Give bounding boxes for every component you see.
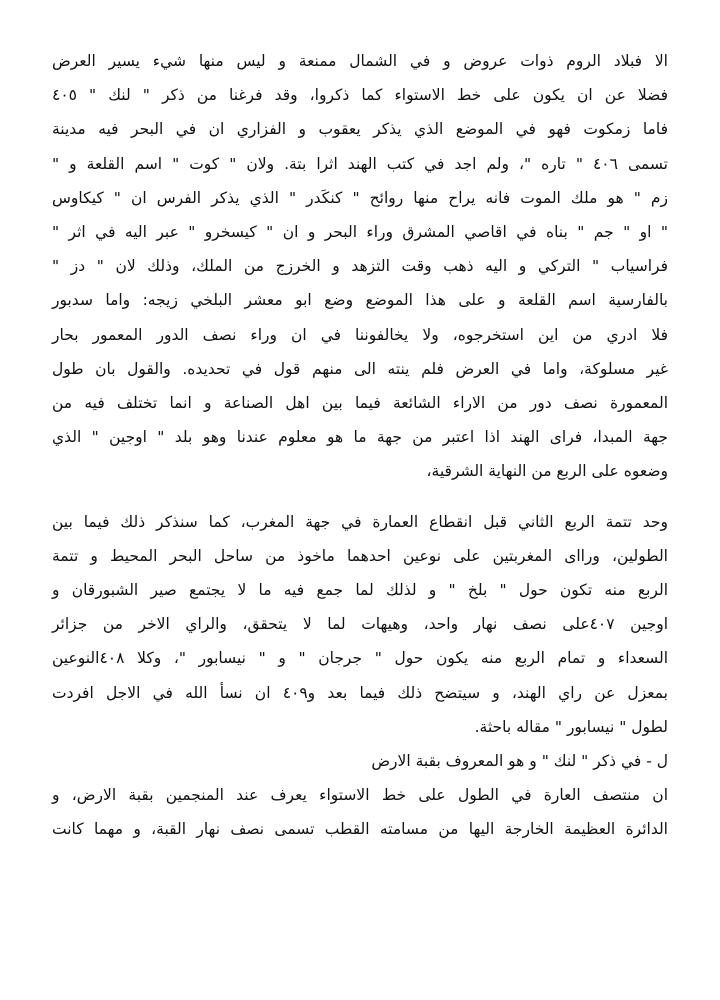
text-line: المعمورة نصف دور من الاراء الشائعة فيما بين اهل الصناعة و انما تختلف فيه من xyxy=(52,394,668,413)
text-line: فراسياب " التركي و اليه ذهب وقت التزهد و الخرزج من الملك، وذلك لان " دز " xyxy=(52,257,668,276)
text-line: فضلا عن ان يكون على خط الاستواء كما ذكروا، وقد فرغنا من ذكر " لنك " ٤٠٥ xyxy=(52,86,668,105)
text-line: الربع منه تكون حول " بلخ " و لذلك لما جمع فيه ما لا يجتمع صير الشبورقان و xyxy=(52,581,668,600)
text-line: تسمى ٤٠٦ " تاره "، ولم اجد في كتب الهند اثرا بتة. ولان " كوت " اسم القلعة و " xyxy=(52,154,668,173)
section-heading xyxy=(52,744,668,778)
text-line: بمعزل عن راي الهند، و سيتضح ذلك فيما بعد و٤٠٩ ان نسأ الله في الاجل افردت xyxy=(52,683,668,702)
paragraph-2 xyxy=(52,505,668,744)
paragraph-3 xyxy=(52,778,668,846)
text-line: اوجين ٤٠٧على نصف نهار واحد، وهيهات لما لا يتحقق، والراي الاخر من جزائر xyxy=(52,615,669,634)
text-line: لطول " نيسابور " مقاله باحثة. xyxy=(474,717,668,736)
document-page xyxy=(52,44,668,847)
text-line: جهة المبدا، فراى الهند اذا اعتبر من جهة ما هو معلوم عندنا وهو بلد " اوجين " الذي xyxy=(52,428,668,447)
paragraph-1 xyxy=(52,44,668,489)
text-line: غير مسلوكة، واما في العرض فلم ينته الى منهم قول في تحديده. والقول بان طول xyxy=(52,359,668,378)
text-line: السعداء و تمام الربع منه يكون حول " جرجان " و " نيسابور "، وكلا ٤٠٨النوعين xyxy=(52,649,668,668)
text-line: وحد تتمة الربع الثاني قبل انقطاع العمارة في جهة المغرب، كما سنذكر ذلك فيما بين xyxy=(52,512,668,531)
text-line: فلا ادري من اين استخرجوه، ولا يخالفوننا في ان وراء نصف الدور المعمور بحار xyxy=(52,325,668,344)
text-line: وضعوه على الربع من النهاية الشرقية، xyxy=(426,462,668,481)
text-line: زم " هو ملك الموت فانه يراح منها روائح " كنكَدر " الذي يذكر الفرس ان " كيكاوس xyxy=(52,188,668,207)
text-line: فاما زمكوت فهو في الموضع الذي يذكر يعقوب و الفزاري ان في البحر فيه مدينة xyxy=(52,120,668,139)
text-line: " او " جم " بناه في اقاصي المشرق وراء البحر و ان " كيسخرو " عبر اليه في اثر " xyxy=(52,223,668,242)
text-line: الطولين، ورااى المغربتين على نوعين احدهما ماخوذ من ساحل البحر المحيط و تتمة xyxy=(52,546,668,565)
text-line: بالفارسية اسم القلعة و على هذا الموضع وضع ابو معشر البلخي زيجه: واما سدبور xyxy=(52,291,668,310)
text-line: الدائرة العظيمة الخارجة اليها من مسامته القطب تسمى نصف نهار القبة، و مهما كانت xyxy=(52,820,668,839)
text-line: الا فبلاد الروم ذوات عروض و في الشمال ممنعة و ليس منها شيء يسير العرض xyxy=(52,52,668,70)
heading-text: ل - في ذكر " لنك " و هو المعروف بقبة الارض xyxy=(371,752,668,771)
text-line: ان منتصف العارة في الطول على خط الاستواء يعرف عند المنجمين بقبة الارض، و xyxy=(52,786,668,805)
